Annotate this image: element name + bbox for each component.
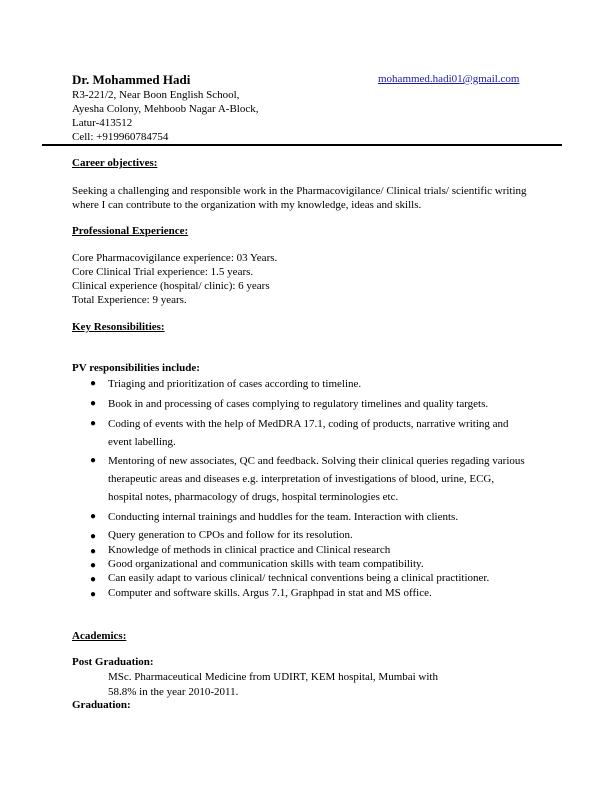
academics-heading: Academics: [72, 630, 127, 642]
address-line: Ayesha Colony, Mehboob Nagar A-Block, [72, 103, 259, 115]
experience-line: Clinical experience (hospital/ clinic): 6 years [72, 280, 270, 292]
postgrad-detail: MSc. Pharmaceutical Medicine from UDIRT, KEM hospital, Mumbai with [108, 671, 438, 683]
experience-line: Total Experience: 9 years. [72, 294, 187, 306]
header-divider [42, 144, 562, 146]
graduation-label: Graduation: [72, 699, 131, 711]
bullet-icon: ● [90, 531, 97, 542]
experience-line: Core Clinical Trial experience: 1.5 years. [72, 266, 254, 278]
phone-line: Cell: +919960784754 [72, 131, 169, 143]
address-line: R3-221/2, Near Boon English School, [72, 89, 240, 101]
list-item: Conducting internal trainings and huddles for the team. Interaction with clients. [108, 511, 459, 523]
list-item: Book in and processing of cases complying to regulatory timelines and quality targets. [108, 398, 489, 410]
bullet-icon: ● [90, 589, 97, 600]
responsibilities-heading: Key Resonsibilities: [72, 321, 165, 333]
list-item: Query generation to CPOs and follow for its resolution. [108, 529, 353, 541]
list-item: Computer and software skills. Argus 7.1, Graphpad in stat and MS office. [108, 587, 432, 599]
career-heading: Career objectives: [72, 157, 158, 169]
email-link[interactable]: mohammed.hadi01@gmail.com [378, 73, 520, 85]
list-item: Coding of events with the help of MedDRA 17.1, coding of products, narrative writing and event labelling. [108, 418, 509, 448]
list-item: Knowledge of methods in clinical practice and Clinical research [108, 544, 391, 556]
bullet-icon: ● [90, 511, 97, 522]
bullet-icon: ● [90, 455, 97, 466]
experience-line: Core Pharmacovigilance experience: 03 Years. [72, 252, 278, 264]
bullet-icon: ● [90, 398, 97, 409]
bullet-icon: ● [90, 378, 97, 389]
career-text: Seeking a challenging and responsible work in the Pharmacovigilance/ Clinical trials/ scientific writing where I can contribute to the organization with my knowledge, ideas and skills. [72, 185, 527, 211]
postgrad-detail: 58.8% in the year 2010-2011. [108, 686, 239, 698]
address-line: Latur-413512 [72, 117, 133, 129]
bullet-icon: ● [90, 546, 97, 557]
list-item: Triaging and prioritization of cases according to timeline. [108, 378, 362, 390]
pv-subheading: PV responsibilities include: [72, 362, 200, 374]
bullet-icon: ● [90, 418, 97, 429]
postgrad-label: Post Graduation: [72, 656, 154, 668]
bullet-icon: ● [90, 560, 97, 571]
bullet-icon: ● [90, 574, 97, 585]
list-item: Mentoring of new associates, QC and feedback. Solving their clinical queries regading various therapeutic areas and diseases e.g. interpretation of investigations of blood, urine, ECG, hospital notes, pharmacology of drugs, hospital terminologies etc. [108, 455, 525, 503]
list-item: Can easily adapt to various clinical/ technical conventions being a clinical practitioner. [108, 572, 490, 584]
list-item: Good organizational and communication skills with team compatibility. [108, 558, 424, 570]
candidate-name: Dr. Mohammed Hadi [72, 72, 191, 87]
experience-heading: Professional Experience: [72, 225, 189, 237]
